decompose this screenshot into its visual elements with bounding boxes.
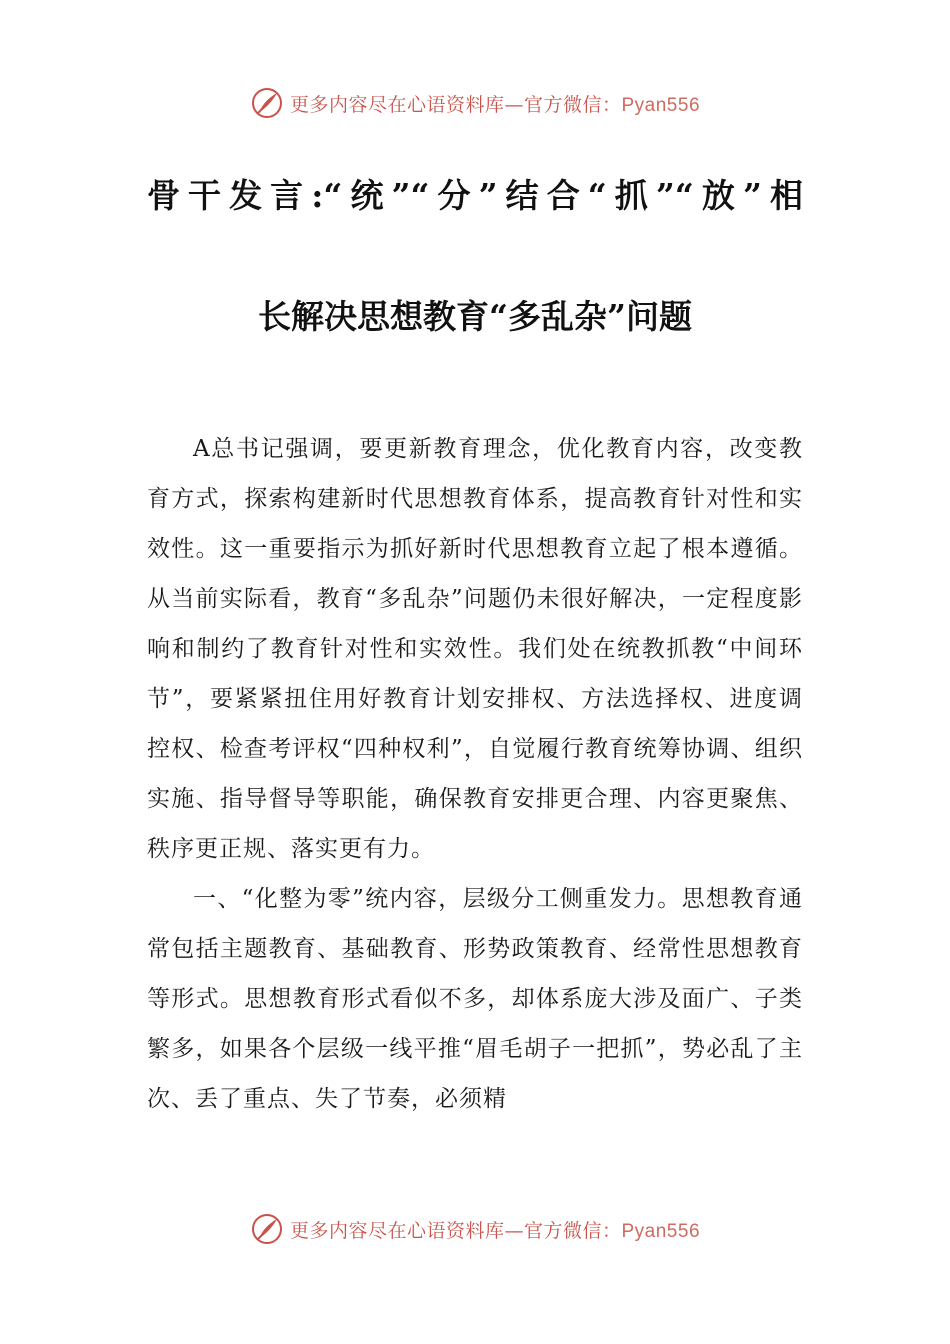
- footer-banner-text: [290, 1216, 700, 1243]
- footer-banner-handle: Pyan556: [621, 1220, 701, 1242]
- footer-banner-label: 更多内容尽在心语资料库—官方微信：: [289, 1219, 622, 1242]
- header-banner-text: [290, 90, 700, 117]
- document-body: [147, 424, 803, 1124]
- paragraph-section-one: 一、“化整为零”统内容，层级分工侧重发力。思想教育通常包括主题教育、基础教育、形势政策教育、经常性思想教育等形式。思想教育形式看似不多，却体系庞大涉及面广、子类繁多，如果各个层级一线平推“眉毛胡子一把抓”，势必乱了主次、丢了重点、失了节奏，必须精: [147, 886, 803, 1112]
- header-banner-handle: Pyan556: [621, 94, 701, 116]
- page-title-line-1: 骨干发言:“统”“分”结合“抓”“放”相: [147, 176, 803, 215]
- quill-pen-logo-icon: [250, 1212, 284, 1246]
- page-title-line-2: 长解决思想教育“多乱杂”问题: [258, 297, 692, 336]
- footer-banner: [0, 1209, 950, 1249]
- paragraph-intro: A总书记强调，要更新教育理念，优化教育内容，改变教育方式，探索构建新时代思想教育体系，提高教育针对性和实效性。这一重要指示为抓好新时代思想教育立起了根本遵循。从当前实际看，教育“多乱杂”问题仍未很好解决，一定程度影响和制约了教育针对性和实效性。我们处在统教抓教“中间环节”，要紧紧扭住用好教育计划安排权、方法选择权、进度调控权、检查考评权“四种权利”，自觉履行教育统筹协调、组织实施、指导督导等职能，确保教育安排更合理、内容更聚焦、秩序更正规、落实更有力。: [147, 436, 803, 862]
- header-banner-label: 更多内容尽在心语资料库—官方微信：: [289, 93, 622, 116]
- quill-pen-logo-icon: [250, 86, 284, 120]
- header-banner: [0, 83, 950, 123]
